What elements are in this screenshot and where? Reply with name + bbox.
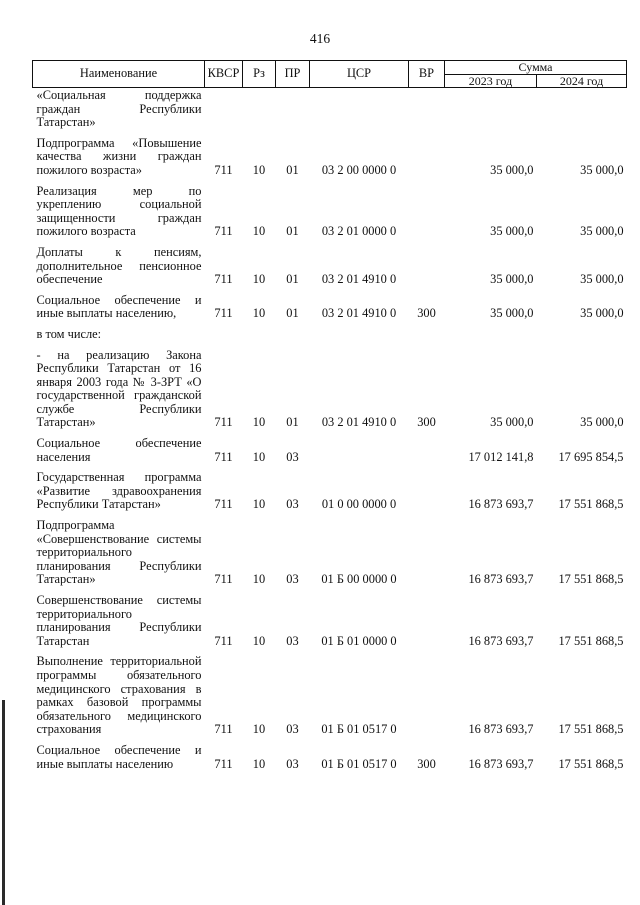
- cell-rz: 10: [252, 497, 266, 512]
- cell-kvsr: 711: [214, 572, 233, 587]
- cell-sum-2023: 16 873 693,7: [468, 633, 534, 648]
- cell-kvsr: 711: [214, 162, 233, 177]
- cell-kvsr: 711: [214, 272, 233, 287]
- cell-pr: [276, 321, 310, 342]
- cell-csr: 03 2 00 0000 0: [321, 162, 397, 177]
- cell-pr: 01: [286, 415, 299, 430]
- cell-rz: 10: [252, 722, 266, 737]
- cell-sum-2023: 35 000,0: [490, 162, 534, 177]
- page-number: 416: [309, 31, 331, 46]
- cell-kvsr: 711: [214, 722, 233, 737]
- cell-name: в том числе:: [36, 326, 102, 341]
- cell-pr: 03: [286, 497, 299, 512]
- cell-vr: [409, 88, 445, 130]
- cell-vr: [409, 178, 445, 239]
- cell-kvsr: 711: [214, 306, 233, 321]
- cell-name: Социальное обеспечение и иные выплаты населению,: [36, 292, 202, 321]
- table-row: [33, 512, 627, 587]
- cell-name: Подпрограмма «Повышение качества жизни граждан пожилого возраста»: [36, 135, 202, 177]
- cell-rz: 10: [252, 272, 266, 287]
- header-rz: Рз: [243, 61, 276, 88]
- table-row: [33, 130, 627, 178]
- cell-sum-2024: 17 551 868,5: [558, 722, 624, 737]
- cell-name: - на реализацию Закона Республики Татарстан от 16 января 2003 года № 3-ЗРТ «О государственной гражданской службе Республики Татарстан»: [36, 347, 202, 430]
- header-year-2024: 2024 год: [537, 74, 627, 88]
- cell-csr: [310, 430, 409, 464]
- cell-sum-2024: 17 551 868,5: [558, 572, 624, 587]
- cell-pr: 01: [286, 306, 299, 321]
- cell-rz: 10: [252, 633, 266, 648]
- cell-rz: 10: [252, 162, 266, 177]
- header-csr: ЦСР: [310, 61, 409, 88]
- cell-rz: 10: [252, 449, 266, 464]
- cell-vr: [409, 239, 445, 287]
- cell-kvsr: 711: [214, 756, 233, 771]
- table-row: [33, 287, 627, 321]
- table-row: [33, 464, 627, 512]
- cell-pr: 01: [286, 272, 299, 287]
- header-kvsr: КВСР: [205, 61, 243, 88]
- cell-rz: 10: [252, 756, 266, 771]
- cell-rz: [243, 88, 276, 130]
- cell-csr: [310, 88, 409, 130]
- cell-pr: 01: [286, 162, 299, 177]
- header-name: Наименование: [33, 61, 205, 88]
- cell-name: Социальное обеспечение и иные выплаты населению: [36, 742, 202, 771]
- cell-vr: [409, 464, 445, 512]
- cell-pr: 03: [286, 756, 299, 771]
- cell-name: Реализация мер по укреплению социальной защищенности граждан пожилого возраста: [36, 183, 202, 239]
- cell-csr: 01 Б 00 0000 0: [321, 572, 397, 587]
- cell-vr: 300: [417, 415, 436, 430]
- table-row: [33, 342, 627, 431]
- cell-kvsr: 711: [214, 449, 233, 464]
- header-pr: ПР: [276, 61, 310, 88]
- cell-vr: [409, 512, 445, 587]
- cell-kvsr: 711: [214, 224, 233, 239]
- cell-rz: 10: [252, 306, 266, 321]
- cell-vr: [409, 430, 445, 464]
- cell-vr: 300: [417, 306, 436, 321]
- cell-sum-2023: 35 000,0: [490, 224, 534, 239]
- cell-name: Доплаты к пенсиям, дополнительное пенсионное обеспечение: [36, 244, 202, 287]
- cell-kvsr: [205, 88, 243, 130]
- cell-sum-2024: 17 695 854,5: [558, 449, 624, 464]
- cell-csr: 03 2 01 4910 0: [321, 415, 397, 430]
- cell-csr: 03 2 01 4910 0: [321, 272, 397, 287]
- cell-kvsr: 711: [214, 497, 233, 512]
- cell-sum-2023: 16 873 693,7: [468, 722, 534, 737]
- cell-sum-2024: [537, 321, 627, 342]
- cell-sum-2024: 35 000,0: [580, 272, 624, 287]
- cell-sum-2024: [537, 88, 627, 130]
- cell-kvsr: 711: [214, 415, 233, 430]
- cell-rz: [243, 321, 276, 342]
- table-row: [33, 648, 627, 737]
- header-sum: Сумма: [445, 61, 627, 75]
- cell-sum-2023: 35 000,0: [490, 306, 534, 321]
- cell-csr: 01 0 00 0000 0: [321, 497, 397, 512]
- cell-vr: 300: [417, 756, 436, 771]
- cell-sum-2024: 17 551 868,5: [558, 497, 624, 512]
- cell-vr: [409, 130, 445, 178]
- cell-name: «Социальная поддержка граждан Республики Татарстан»: [36, 88, 202, 130]
- table-row: [33, 178, 627, 239]
- table-row: [33, 737, 627, 771]
- cell-sum-2024: 17 551 868,5: [558, 756, 624, 771]
- cell-sum-2023: 35 000,0: [490, 415, 534, 430]
- cell-name: Подпрограмма «Совершенствование системы территориального планирования Республики Татарстан»: [36, 518, 202, 587]
- cell-pr: 03: [286, 572, 299, 587]
- header-vr: ВР: [409, 61, 445, 88]
- cell-rz: 10: [252, 572, 266, 587]
- cell-rz: 10: [252, 224, 266, 239]
- cell-name: Социальное обеспечение населения: [36, 436, 202, 464]
- cell-sum-2024: 35 000,0: [580, 415, 624, 430]
- cell-csr: 01 Б 01 0000 0: [321, 633, 397, 648]
- table-header: [33, 61, 627, 88]
- cell-sum-2023: [445, 88, 537, 130]
- cell-vr: [409, 321, 445, 342]
- cell-pr: [276, 88, 310, 130]
- table-row: [33, 321, 627, 342]
- cell-pr: 01: [286, 224, 299, 239]
- cell-csr: 03 2 01 0000 0: [321, 224, 397, 239]
- cell-sum-2023: 16 873 693,7: [468, 497, 534, 512]
- cell-sum-2023: 16 873 693,7: [468, 756, 534, 771]
- header-year-2023: 2023 год: [445, 74, 537, 88]
- cell-csr: [310, 321, 409, 342]
- cell-pr: 03: [286, 722, 299, 737]
- cell-sum-2024: 17 551 868,5: [558, 633, 624, 648]
- table-row: [33, 430, 627, 464]
- cell-kvsr: [205, 321, 243, 342]
- cell-rz: 10: [252, 415, 266, 430]
- cell-vr: [409, 587, 445, 648]
- budget-table: [32, 60, 627, 771]
- cell-pr: 03: [286, 633, 299, 648]
- cell-kvsr: 711: [214, 633, 233, 648]
- table-row: [33, 239, 627, 287]
- cell-csr: 01 Б 01 0517 0: [321, 756, 397, 771]
- scan-edge-mark: [2, 700, 5, 905]
- cell-sum-2023: 16 873 693,7: [468, 572, 534, 587]
- table-row: [33, 587, 627, 648]
- cell-pr: 03: [286, 449, 299, 464]
- cell-name: Государственная программа «Развитие здравоохранения Республики Татарстан»: [36, 470, 202, 512]
- cell-csr: 01 Б 01 0517 0: [321, 722, 397, 737]
- cell-sum-2024: 35 000,0: [580, 224, 624, 239]
- cell-sum-2023: 35 000,0: [490, 272, 534, 287]
- table-body: [33, 88, 627, 772]
- cell-csr: 03 2 01 4910 0: [321, 306, 397, 321]
- cell-sum-2023: [445, 321, 537, 342]
- cell-vr: [409, 648, 445, 737]
- cell-name: Совершенствование системы территориального планирования Республики Татарстан: [36, 593, 202, 648]
- cell-sum-2023: 17 012 141,8: [468, 449, 534, 464]
- table-row: [33, 88, 627, 130]
- cell-sum-2024: 35 000,0: [580, 306, 624, 321]
- cell-name: Выполнение территориальной программы обязательного медицинского страхования в рамках базовой программы обязательного медицинского страхования: [36, 654, 202, 737]
- cell-sum-2024: 35 000,0: [580, 162, 624, 177]
